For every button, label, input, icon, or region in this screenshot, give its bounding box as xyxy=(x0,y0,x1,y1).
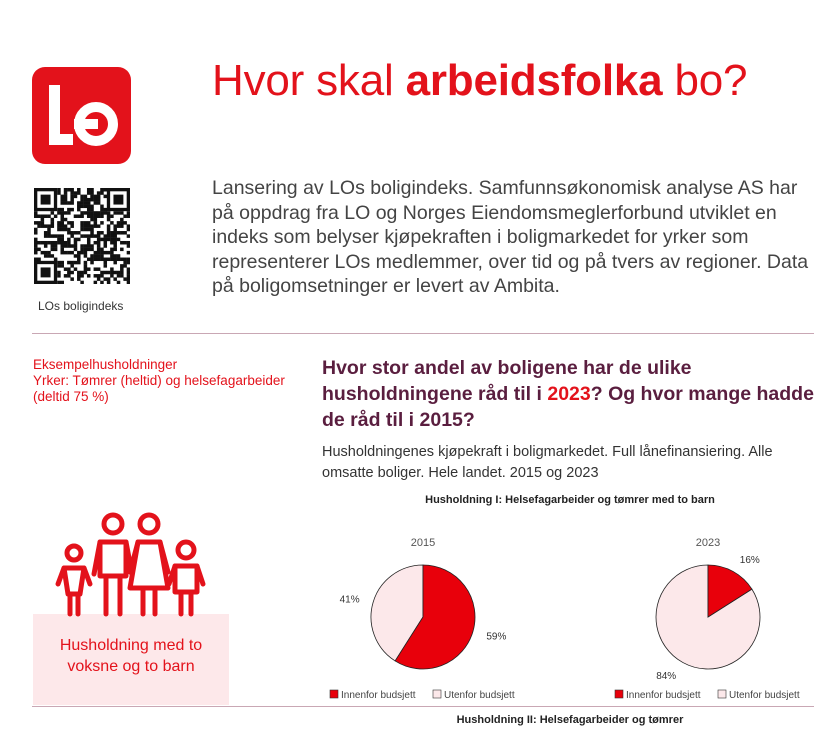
question-year: 2023 xyxy=(547,383,591,405)
pie-year-label: 2023 xyxy=(695,537,721,549)
pie-year-label: 2015 xyxy=(410,537,436,549)
example-households xyxy=(33,357,293,405)
legend-label-outside: Utenfor budsjett xyxy=(729,690,800,701)
pie-label-outside: 41% xyxy=(339,594,360,606)
pie-label-within: 16% xyxy=(739,555,760,567)
legend-swatch-within xyxy=(615,690,623,698)
pie-charts xyxy=(320,512,820,712)
chart-subtitle: Husholdningenes kjøpekraft i boligmarkedet. Full lånefinansiering. Alle omsatte boliger. Hele landet. 2015 og 2023 xyxy=(322,444,773,481)
household-label: Husholdning med to voksne og to barn xyxy=(59,637,203,675)
pie-label-outside: 84% xyxy=(656,670,677,682)
lo-logo xyxy=(32,67,131,164)
qr-code xyxy=(34,188,130,284)
legend-label-within: Innenfor budsjett xyxy=(341,690,416,701)
legend-swatch-within xyxy=(330,690,338,698)
intro-text: Lansering av LOs boligindeks. Samfunnsøkonomisk analyse AS har på oppdrag fra LO og Norges Eiendomsmeglerforbund utviklet en indeks som belyser kjøpekraften i boligmarkedet for yrker som representerer LOs medlemmer, over tid og på tvers av regioner. Data på boligomsetninger er levert av Ambita. xyxy=(212,177,809,297)
legend-label-within: Innenfor budsjett xyxy=(626,690,701,701)
divider xyxy=(32,706,814,707)
legend-swatch-outside xyxy=(718,690,726,698)
question-heading: Hvor stor andel av boligene har de ulike husholdningene råd til i 2023? Og hvor mange hadde de råd til i 2015? xyxy=(322,357,814,431)
next-chart-title: Husholdning II: Helsefagarbeider og tømrer xyxy=(456,714,684,726)
qr-caption: LOs boligindeks xyxy=(38,299,124,313)
page-title: Hvor skal arbeidsfolka bo? xyxy=(212,56,748,105)
pie-label-within: 59% xyxy=(486,631,507,643)
family-icon xyxy=(52,510,228,618)
legend-swatch-outside xyxy=(433,690,441,698)
legend-label-outside: Utenfor budsjett xyxy=(444,690,515,701)
example-body: Yrker: Tømrer (heltid) og helsefagarbeider (deltid 75 %) xyxy=(33,373,285,404)
chart-title: Husholdning I: Helsefagarbeider og tømrer med to barn xyxy=(425,494,715,506)
example-heading: Eksempelhusholdninger xyxy=(33,357,178,372)
divider xyxy=(32,333,814,334)
